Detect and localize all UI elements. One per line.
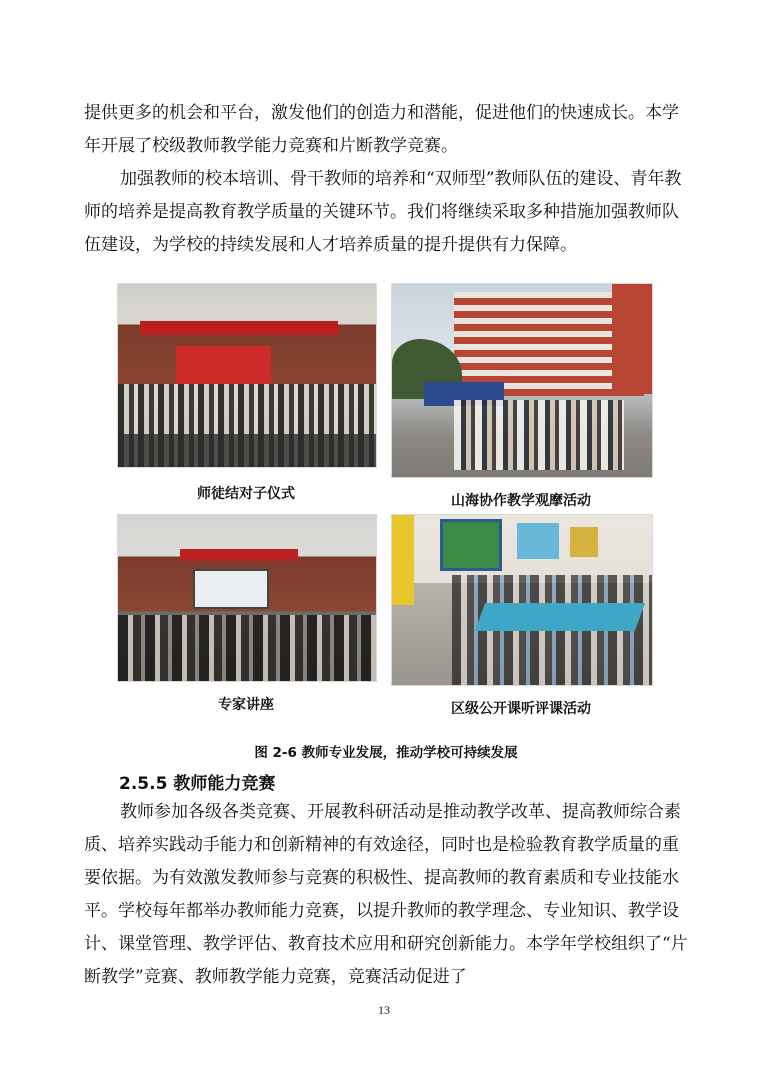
paragraph-intro: 提供更多的机会和平台，激发他们的创造力和潜能，促进他们的快速成长。本学年开展了校级教师教学能力竞赛和片断教学竞赛。 <box>84 103 679 156</box>
photo-open-class <box>391 514 653 686</box>
classroom-board <box>440 519 502 571</box>
caption-mentorship-ceremony: 师徒结对子仪式 <box>197 486 295 502</box>
yellow-panel <box>392 515 414 605</box>
caption-expert-lecture: 专家讲座 <box>218 697 274 713</box>
ceremony-banner <box>140 321 338 335</box>
group-photo-people <box>454 400 624 470</box>
caption-teaching-observation: 山海协作教学观摩活动 <box>451 493 591 509</box>
photo-mentorship-ceremony <box>117 283 377 468</box>
photo-expert-lecture <box>117 514 377 682</box>
section-heading: 2.5.5 教师能力竞赛 <box>119 774 276 794</box>
page-number: 13 <box>378 1003 390 1017</box>
classroom-poster <box>517 523 559 559</box>
lecture-screen <box>193 569 269 609</box>
ceremony-seats <box>118 434 376 467</box>
caption-open-class: 区级公开课听评课活动 <box>451 701 591 717</box>
ceremony-screen <box>176 346 271 384</box>
section-body: 教师参加各级各类竞赛、开展教科研活动是推动教学改革、提高教师综合素质、培养实践动手能力和创新精神的有效途径，同时也是检验教育教学质量的重要依据。为有效激发教师参与竞赛的积极性、提高教师的教育素质和专业技能水平。学校每年都举办教师能力竞赛，以提升教师的教学理念、专业知识、教学设计、课堂管理、教学评估、教育技术应用和研究创新能力。本学年学校组织了“片断教学”竞赛、教师教学能力竞赛，竞赛活动促进了 <box>84 802 688 987</box>
lecture-audience <box>118 615 376 681</box>
building-tower <box>612 284 652 394</box>
classroom-poster-small <box>570 527 598 557</box>
paragraph-training: 加强教师的校本培训、骨干教师的培养和“双师型”教师队伍的建设、青年教师的培养是提高教育教学质量的关键环节。我们将继续采取多种措施加强教师队伍建设，为学校的持续发展和人才培养质量的提升提供有力保障。 <box>84 169 682 255</box>
lecture-banner <box>180 549 298 561</box>
figure-caption: 图 2-6 教师专业发展，推动学校可持续发展 <box>254 745 518 761</box>
classroom-desk <box>475 603 645 631</box>
photo-teaching-observation <box>391 283 653 478</box>
